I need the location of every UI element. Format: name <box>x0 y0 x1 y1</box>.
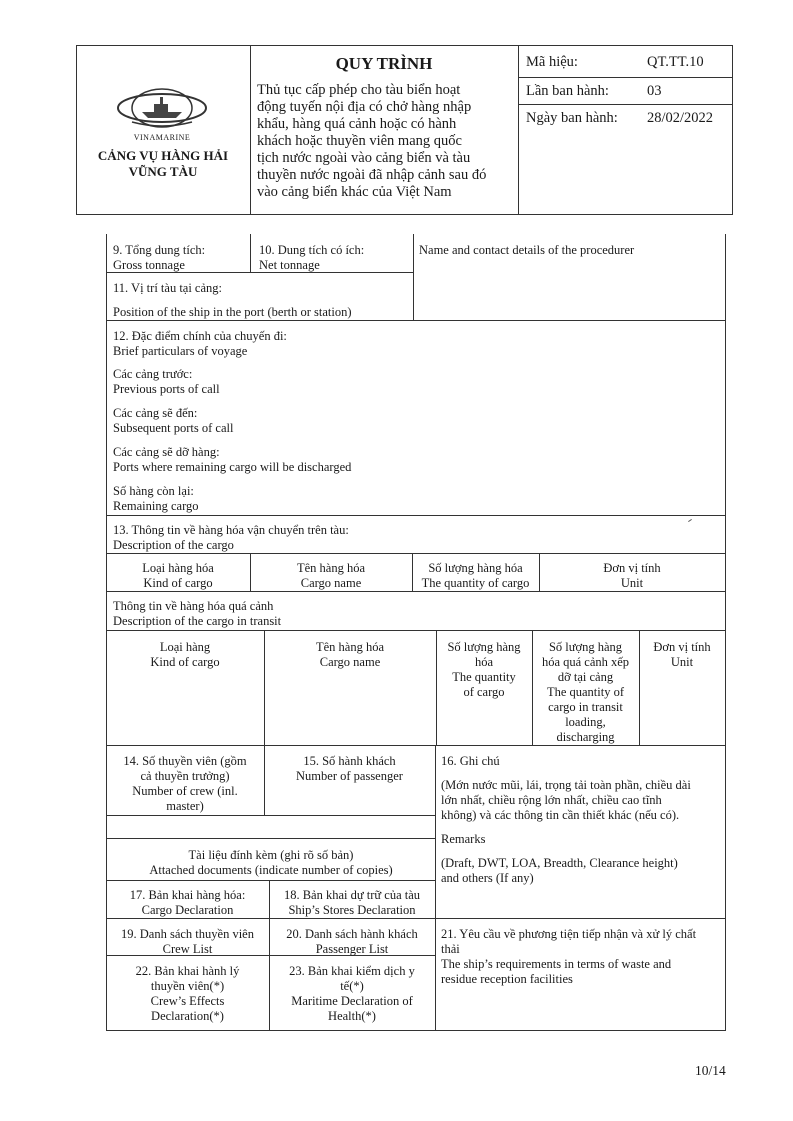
crew-list-label: 19. Danh sách thuyền viên Crew List <box>121 927 254 956</box>
date-label: Ngày ban hành: <box>526 110 618 126</box>
ship-position-label: 11. Vị trí tàu tại cảng: Position of the ship in the port (berth or station) <box>113 281 352 319</box>
cargo-declaration-label: 17. Bản khai hàng hóa: Cargo Declaration <box>129 888 246 917</box>
vinamarine-logo <box>112 86 212 132</box>
transit-col-quantity: Số lượng hàng hóa The quantity of cargo <box>447 640 521 699</box>
cargo-col-unit: Đơn vị tính Unit <box>603 561 661 590</box>
transit-cargo-label: Thông tin về hàng hóa quá cảnh Description of the cargo in transit <box>113 599 282 628</box>
org-caption: VINAMARINE <box>133 133 191 142</box>
voyage-particulars: 12. Đặc điểm chính của chuyến đi: Brief particulars of voyage <box>113 329 287 358</box>
cargo-col-quantity: Số lượng hàng hóa The quantity of cargo <box>421 561 530 590</box>
code-value: QT.TT.10 <box>647 54 704 70</box>
maritime-health-declaration-label: 23. Bản khai kiểm dịch y tế(*) Maritime Declaration of Health(*) <box>289 964 415 1023</box>
passenger-count-label: 15. Số hành khách Number of passenger <box>296 754 403 783</box>
cargo-col-kind: Loại hàng hóa Kind of cargo <box>142 561 214 590</box>
previous-ports-label: Các cảng trước: Previous ports of call <box>113 367 220 396</box>
code-label: Mã hiệu: <box>526 54 578 70</box>
crew-effects-declaration-label: 22. Bản khai hành lý thuyền viên(*) Crew’s Effects Declaration(*) <box>135 964 240 1023</box>
edition-label: Lần ban hành: <box>526 83 609 99</box>
page-number: 10/14 <box>695 1063 726 1078</box>
edition-value: 03 <box>647 83 662 99</box>
procedure-title: QUY TRÌNH <box>335 54 433 73</box>
ship-stores-declaration-label: 18. Bản khai dự trữ của tàu Ship’s Stores Declaration <box>283 888 421 917</box>
cargo-col-name: Tên hàng hóa Cargo name <box>296 561 366 590</box>
procedurer-label: Name and contact details of the procedurer <box>419 243 635 257</box>
transit-col-transit-quantity: Số lượng hàng hóa quá cảnh xếp dỡ tại cảng The quantity of cargo in transit loading, discharging <box>541 640 630 744</box>
transit-col-name: Tên hàng hóa Cargo name <box>315 640 385 669</box>
date-value: 28/02/2022 <box>647 110 714 126</box>
org-name-city: VŨNG TÀU <box>128 164 198 179</box>
attached-documents-label: Tài liệu đính kèm (ghi rõ số bản) Attached documents (indicate number of copies) <box>149 848 393 877</box>
waste-reception-label: 21. Yêu cầu về phương tiện tiếp nhận và xử lý chất thải The ship’s requirements in terms of waste and residue reception facilities <box>441 927 697 986</box>
passenger-list-label: 20. Danh sách hành khách Passenger List <box>286 927 418 956</box>
net-tonnage-label: 10. Dung tích có ích: Net tonnage <box>259 243 365 272</box>
notes-section: 16. Ghi chú (Mớn nước mũi, lái, trọng tải toàn phần, chiều dài lớn nhất, chiều rộng lớn nhất, chiều cao tĩnh không) và các thông tin cần thiết khác (nếu có). Remarks (Draft, DWT, LOA, Breadth, Clearance height) and others (If any) <box>441 754 691 885</box>
org-name: CẢNG VỤ HÀNG HẢI <box>97 148 229 163</box>
crew-count-label: 14. Số thuyền viên (gồm cả thuyền trưởng) Number of crew (inl. master) <box>123 754 247 813</box>
gross-tonnage-label: 9. Tổng dung tích: Gross tonnage <box>113 243 206 272</box>
transit-col-kind: Loại hàng Kind of cargo <box>150 640 220 669</box>
subsequent-ports-label: Các cảng sẽ đến: Subsequent ports of call <box>113 406 234 435</box>
cargo-description-label: 13. Thông tin về hàng hóa vận chuyển trên tàu: Description of the cargo <box>113 523 349 552</box>
remaining-cargo-label: Số hàng còn lại: Remaining cargo <box>113 484 199 513</box>
stray-mark <box>688 519 692 522</box>
transit-col-unit: Đơn vị tính Unit <box>653 640 711 669</box>
discharge-ports-label: Các cảng sẽ dỡ hàng: Ports where remaining cargo will be discharged <box>113 445 352 474</box>
